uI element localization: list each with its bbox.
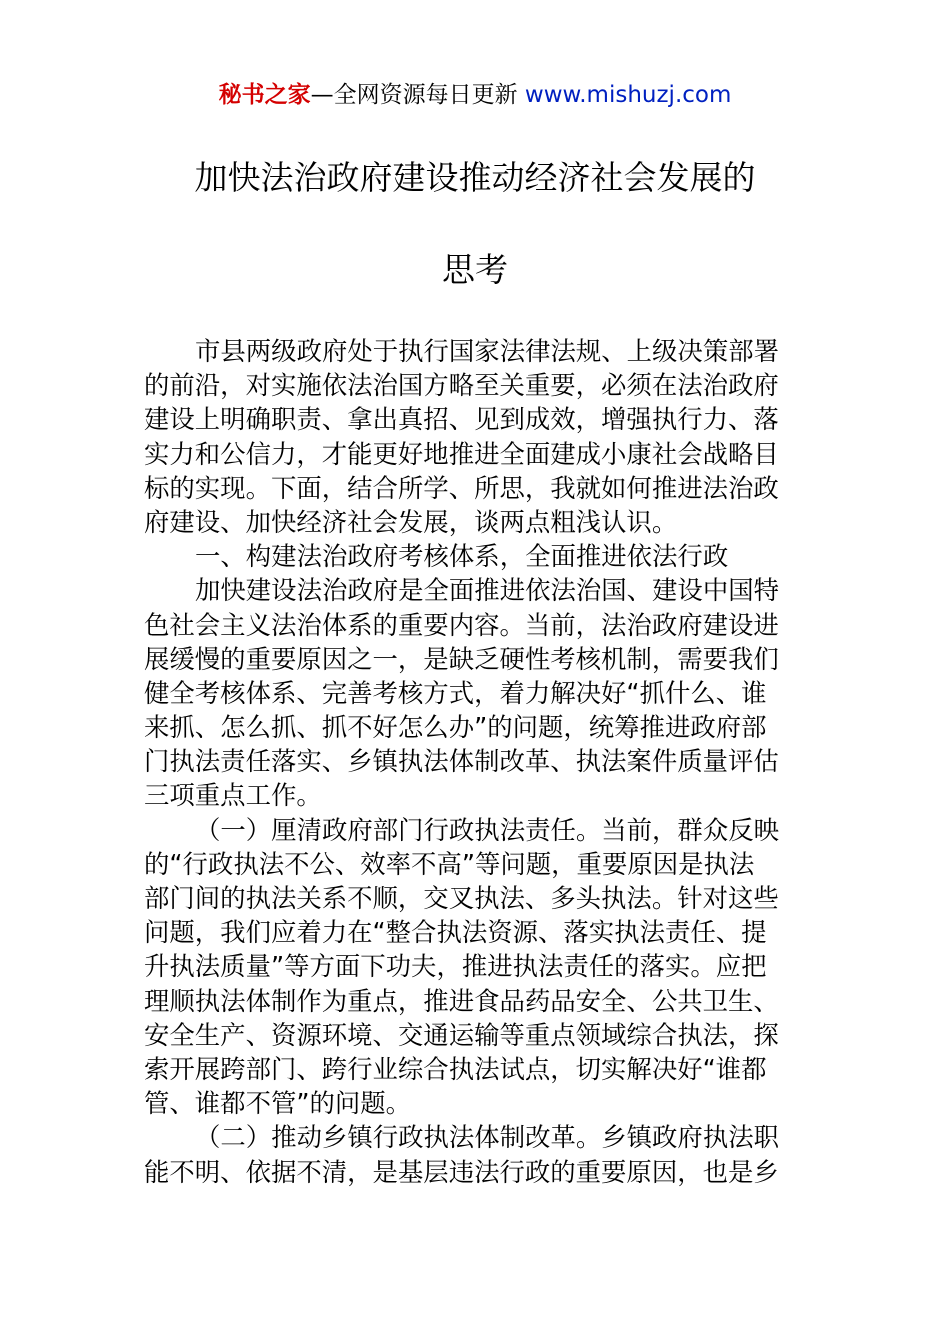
document-title-line-1: 加快法治政府建设推动经济社会发展的	[194, 158, 756, 197]
body-line: 理顺执法体制作为重点，推进食品药品安全、公共卫生、	[144, 985, 779, 1016]
site-header	[0, 78, 950, 112]
subsection-line: （二）推动乡镇行政执法体制改革。乡镇政府执法职	[195, 1122, 779, 1153]
body-line: 部门间的执法关系不顺，交叉执法、多头执法。针对这些	[144, 883, 779, 913]
body-line: 的前沿，对实施依法治国方略至关重要，必须在法治政府	[144, 370, 779, 401]
body-line: 建设上明确职责、拿出真招、见到成效，增强执行力、落	[144, 404, 779, 435]
body-line: 问题，我们应着力在“整合执法资源、落实执法责任、提	[144, 917, 767, 948]
body-line: 升执法质量”等方面下功夫，推进执法责任的落实。应把	[144, 951, 767, 982]
body-line: 的“行政执法不公、效率不高”等问题，重要原因是执法	[144, 848, 755, 879]
body-line: 实力和公信力，才能更好地推进全面建成小康社会战略目	[144, 438, 779, 469]
body-line: 三项重点工作。	[144, 780, 322, 811]
body-line: 健全考核体系、完善考核方式，着力解决好“抓什么、谁	[144, 677, 767, 708]
body-line: 色社会主义法治体系的重要内容。当前，法治政府建设进	[144, 609, 779, 640]
section-heading: 一、构建法治政府考核体系，全面推进依法行政	[195, 541, 729, 572]
body-line: 展缓慢的重要原因之一，是缺乏硬性考核机制，需要我们	[144, 643, 779, 674]
site-brand: 秘书之家	[218, 82, 311, 108]
body-line: 索开展跨部门、跨行业综合执法试点，切实解决好“谁都	[144, 1053, 767, 1084]
body-line: 来抓、怎么抓、抓不好怎么办”的问题，统筹推进政府部	[144, 712, 767, 743]
body-line: 标的实现。下面，结合所学、所思，我就如何推进法治政	[144, 472, 779, 503]
body-line: 市县两级政府处于执行国家法律法规、上级决策部署	[195, 336, 779, 366]
body-line: 安全生产、资源环境、交通运输等重点领域综合执法，探	[144, 1019, 779, 1050]
site-url-link[interactable]: www.mishuzj.com	[524, 82, 732, 108]
subsection-line: （一）厘清政府部门行政执法责任。当前，群众反映	[195, 814, 779, 845]
body-line: 府建设、加快经济社会发展，谈两点粗浅认识。	[144, 506, 678, 537]
body-line: 加快建设法治政府是全面推进依法治国、建设中国特	[195, 575, 779, 606]
document-title-line-2: 思考	[442, 250, 508, 289]
body-line: 管、谁都不管”的问题。	[144, 1088, 412, 1119]
site-tagline: —全网资源每日更新	[310, 82, 518, 108]
body-line: 能不明、依据不清，是基层违法行政的重要原因，也是乡	[144, 1156, 779, 1187]
body-line: 门执法责任落实、乡镇执法体制改革、执法案件质量评估	[144, 746, 779, 777]
document-body	[144, 334, 808, 1189]
